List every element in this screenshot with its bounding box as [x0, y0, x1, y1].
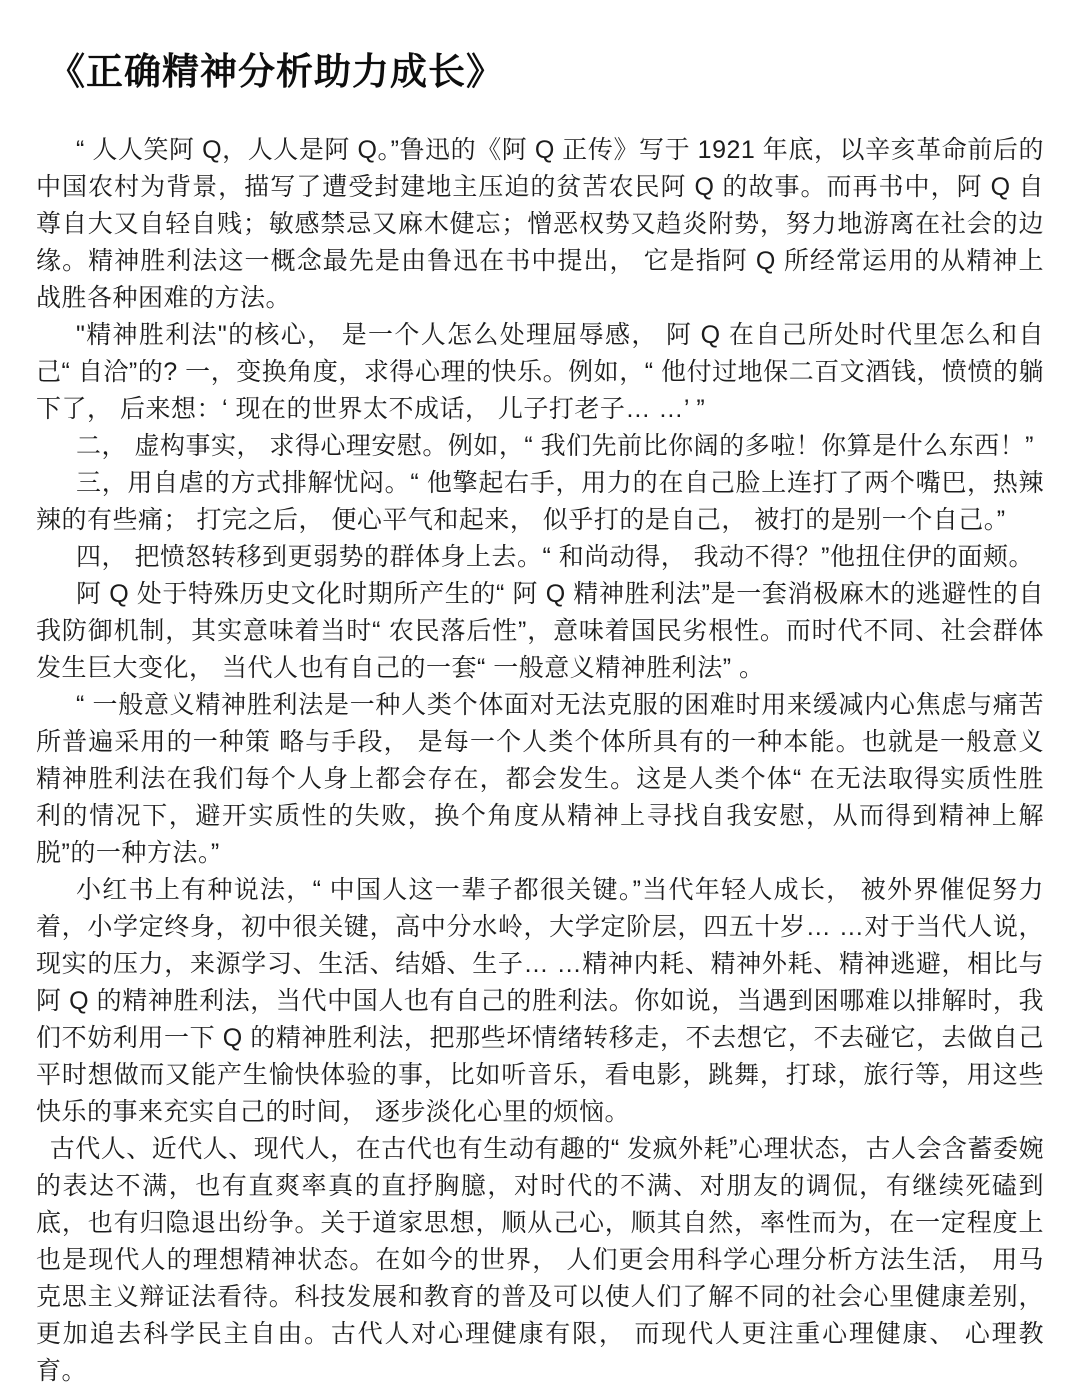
paragraph-ancient-vs-modern: 古代人、近代人、现代人，在古代也有生动有趣的“ 发疯外耗”心理状态，古人会含蓄委婉的表达不满，也有直爽率真的直抒胸臆，对时代的不满、对朋友的调侃，有继续死磕到底，也有归隐退出纷争。关于道家思想，顺从己心，顺其自然，率性而为，在一定程度上也是现代人的理想精神状态。在如今的世界， 人们更会用科学心理分析方法生活， 用马克思主义辩证法看待。科技发展和教育的普及可以使人们了解不同的社会心里健康差别，更加追去科学民主自由。古代人对心理健康有限， 而现代人更注重心理健康、 心理教育。	[36, 1135, 1044, 1386]
paragraph-method-3: 三，用自虐的方式排解忧闷。“ 他擎起右手，用力的在自己脸上连打了两个嘴巴，热辣辣的有些痛； 打完之后， 便心平气和起来， 似乎打的是自己， 被打的是别一个自己。”	[36, 469, 1044, 535]
paragraph-intro-ah-q: “ 人人笑阿 Q，人人是阿 Q。”鲁迅的《阿 Q 正传》写于 1921 年底，以辛亥革命前后的中国农村为背景，描写了遭受封建地主压迫的贫苦农民阿 Q 的故事。而再书中，阿 Q 自尊自大又自轻自贱；敏感禁忌又麻木健忘；憎恶权势又趋炎附势，努力地游离在社会的边缘。精神胜利法这一概念最先是由鲁迅在书中提出， 它是指阿 Q 所经常运用的从精神上战胜各种困难的方法。	[36, 136, 1044, 313]
paragraph-historical-context: 阿 Q 处于特殊历史文化时期所产生的“ 阿 Q 精神胜利法”是一套消极麻木的逃避性的自我防御机制，其实意味着当时“ 农民落后性”，意味着国民劣根性。而时代不同、社会群体发生巨大变化， 当代人也有自己的一套“ 一般意义精神胜利法” 。	[36, 580, 1044, 683]
paragraph-method-4: 四， 把愤怒转移到更弱势的群体身上去。“ 和尚动得， 我动不得？”他扭住伊的面颊。	[76, 543, 1034, 572]
paragraph-core-method-1: "精神胜利法"的核心， 是一个人怎么处理屈辱感， 阿 Q 在自己所处时代里怎么和自己“ 自洽”的? 一，变换角度，求得心理的快乐。例如，“ 他付过地保二百文酒钱，愤愤的躺下了， 后来想：‘ 现在的世界太不成话， 儿子打老子… …’ ”	[36, 321, 1044, 424]
document-title: 《正确精神分析助力成长》	[48, 51, 504, 92]
document-body	[0, 132, 1080, 1390]
paragraph-method-2: 二， 虚构事实， 求得心理安慰。例如，“ 我们先前比你阔的多啦！你算是什么东西！”	[76, 432, 1034, 461]
paragraph-modern-life: 小红书上有种说法，“ 中国人这一辈子都很关键。”当代年轻人成长， 被外界催促努力着，小学定终身，初中很关键，高中分水岭，大学定阶层，四五十岁… …对于当代人说，现实的压力，来源学习、生活、结婚、生子… …精神内耗、精神外耗、精神逃避，相比与阿 Q 的精神胜利法，当代中国人也有自己的胜利法。你如说，当遇到困哪难以排解时，我们不妨利用一下 Q 的精神胜利法，把那些坏情绪转移走，不去想它，不去碰它，去做自己平时想做而又能产生愉快体验的事，比如听音乐，看电影，跳舞，打球，旅行等，用这些快乐的事来充实自己的时间， 逐步淡化心里的烦恼。	[36, 876, 1044, 1127]
paragraph-general-victory-law: “ 一般意义精神胜利法是一种人类个体面对无法克服的困难时用来缓减内心焦虑与痛苦所普遍采用的一种策 略与手段， 是每一个人类个体所具有的一种本能。也就是一般意义精神胜利法在我们每个人身上都会存在，都会发生。这是人类个体“ 在无法取得实质性胜利的情况下，避开实质性的失败，换个角度从精神上寻找自我安慰，从而得到精神上解脱”的一种方法。”	[36, 691, 1044, 868]
